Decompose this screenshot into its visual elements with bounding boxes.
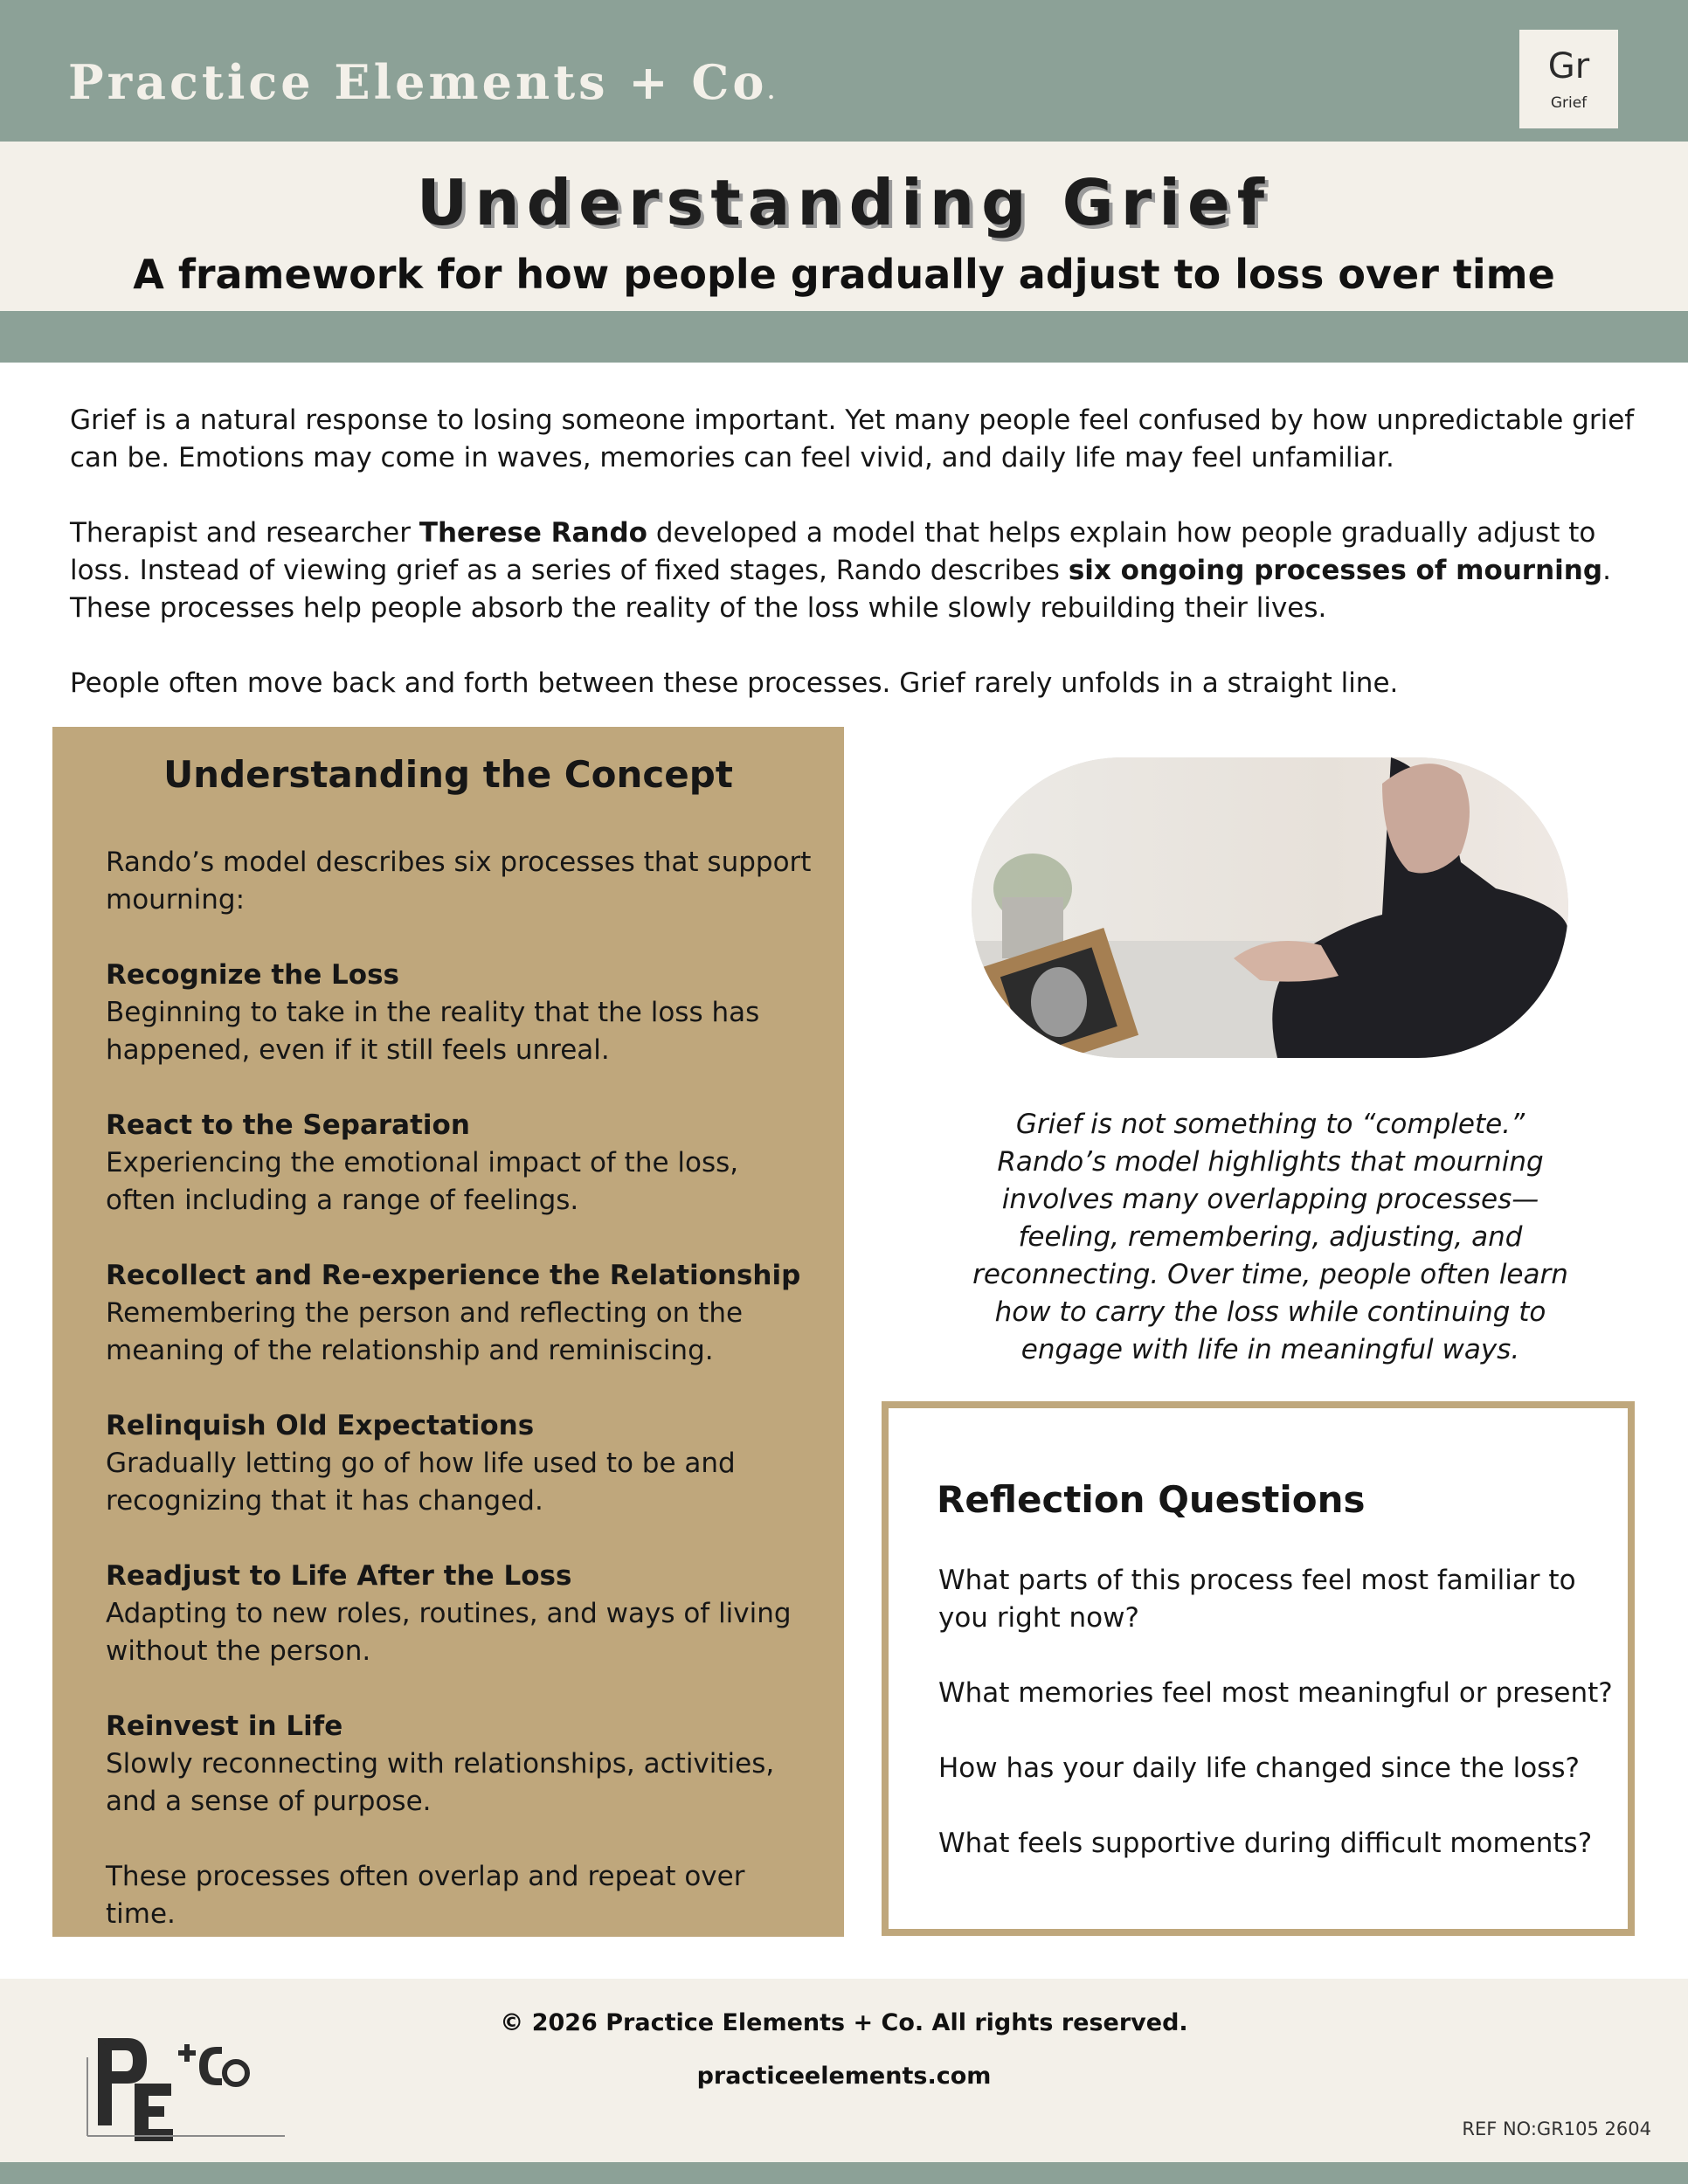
intro-paragraph: Therapist and researcher Therese Rando developed a model that helps explain how people gradually adjust to loss. Instead of viewing grief as a series of fixed stages, Rando describes six ongoing processes of mourning. These processes help people absorb the reality of the loss while slowly rebuilding their lives. xyxy=(70,517,1611,624)
bottom-band xyxy=(0,2162,1688,2184)
intro-paragraph: People often move back and forth between these processes. Grief rarely unfolds in a straight line. xyxy=(70,667,1399,699)
grief-quote: Grief is not something to “complete.” Rando’s model highlights that mourning involves many overlapping processes—feeling, remembering, adjusting, and reconnecting. Over time, people often learn how to carry the loss while continuing to engage with life in meaningful ways. xyxy=(972,1109,1568,1365)
reflection-title: Reflection Questions xyxy=(937,1478,1366,1521)
process-item xyxy=(106,1407,813,1520)
header-bar xyxy=(0,0,1688,142)
process-name: Relinquish Old Expectations xyxy=(106,1410,535,1441)
process-item xyxy=(106,1257,813,1370)
reflection-question: What memories feel most meaningful or present? xyxy=(938,1677,1613,1709)
concept-lead: Rando’s model describes six processes that support mourning: xyxy=(106,847,812,916)
process-description: Experiencing the emotional impact of the loss, often including a range of feelings. xyxy=(106,1147,739,1216)
process-description: Beginning to take in the reality that the loss has happened, even if it still feels unreal. xyxy=(106,997,760,1066)
brand-name: Practice Elements + Co. xyxy=(68,54,778,110)
process-description: Remembering the person and reflecting on the meaning of the relationship and reminiscing. xyxy=(106,1297,744,1366)
footer xyxy=(0,1979,1688,2162)
process-name: React to the Separation xyxy=(106,1109,470,1141)
process-item xyxy=(106,1558,813,1670)
element-name: Grief xyxy=(1550,94,1588,112)
process-description: Gradually letting go of how life used to be and recognizing that it has changed. xyxy=(106,1448,736,1517)
process-name: Reinvest in Life xyxy=(106,1711,343,1742)
reflection-question: How has your daily life changed since the loss? xyxy=(938,1752,1580,1784)
intro-paragraph: Grief is a natural response to losing someone important. Yet many people feel confused by how unpredictable grief can be. Emotions may come in waves, memories can feel vivid, and daily life may feel unfamiliar. xyxy=(70,404,1635,473)
footer-website-link[interactable]: practiceelements.com xyxy=(696,2063,992,2090)
element-tile xyxy=(1519,30,1618,128)
reflection-question: What feels supportive during difficult moments? xyxy=(938,1828,1593,1859)
footer-copyright: © 2026 Practice Elements + Co. All rights reserved. xyxy=(500,2009,1188,2036)
title-band xyxy=(0,142,1688,311)
photo-illustration xyxy=(972,757,1568,1058)
concept-panel xyxy=(52,727,844,1937)
divider-band xyxy=(0,311,1688,363)
grief-photo xyxy=(972,757,1568,1058)
concept-closing: These processes often overlap and repeat over time. xyxy=(106,1861,745,1930)
process-description: Slowly reconnecting with relationships, activities, and a sense of purpose. xyxy=(106,1748,775,1817)
process-name: Readjust to Life After the Loss xyxy=(106,1560,572,1592)
reflection-panel xyxy=(882,1401,1635,1936)
process-description: Adapting to new roles, routines, and ways of living without the person. xyxy=(106,1598,792,1667)
concept-body xyxy=(106,844,813,1933)
reflection-question: What parts of this process feel most familiar to you right now? xyxy=(938,1565,1576,1634)
page-title: Understanding Grief xyxy=(416,166,1272,239)
intro-section xyxy=(70,402,1643,740)
page-subtitle: A framework for how people gradually adjust to loss over time xyxy=(133,251,1555,298)
process-item xyxy=(106,1107,813,1220)
reflection-list xyxy=(938,1562,1620,1900)
concept-title: Understanding the Concept xyxy=(163,753,733,796)
process-name: Recognize the Loss xyxy=(106,959,399,991)
reference-number: REF NO:GR105 2604 xyxy=(1462,2118,1651,2139)
element-symbol: Gr xyxy=(1547,46,1590,86)
process-item xyxy=(106,957,813,1069)
process-item xyxy=(106,1708,813,1821)
process-name: Recollect and Re-experience the Relationship xyxy=(106,1260,801,1291)
